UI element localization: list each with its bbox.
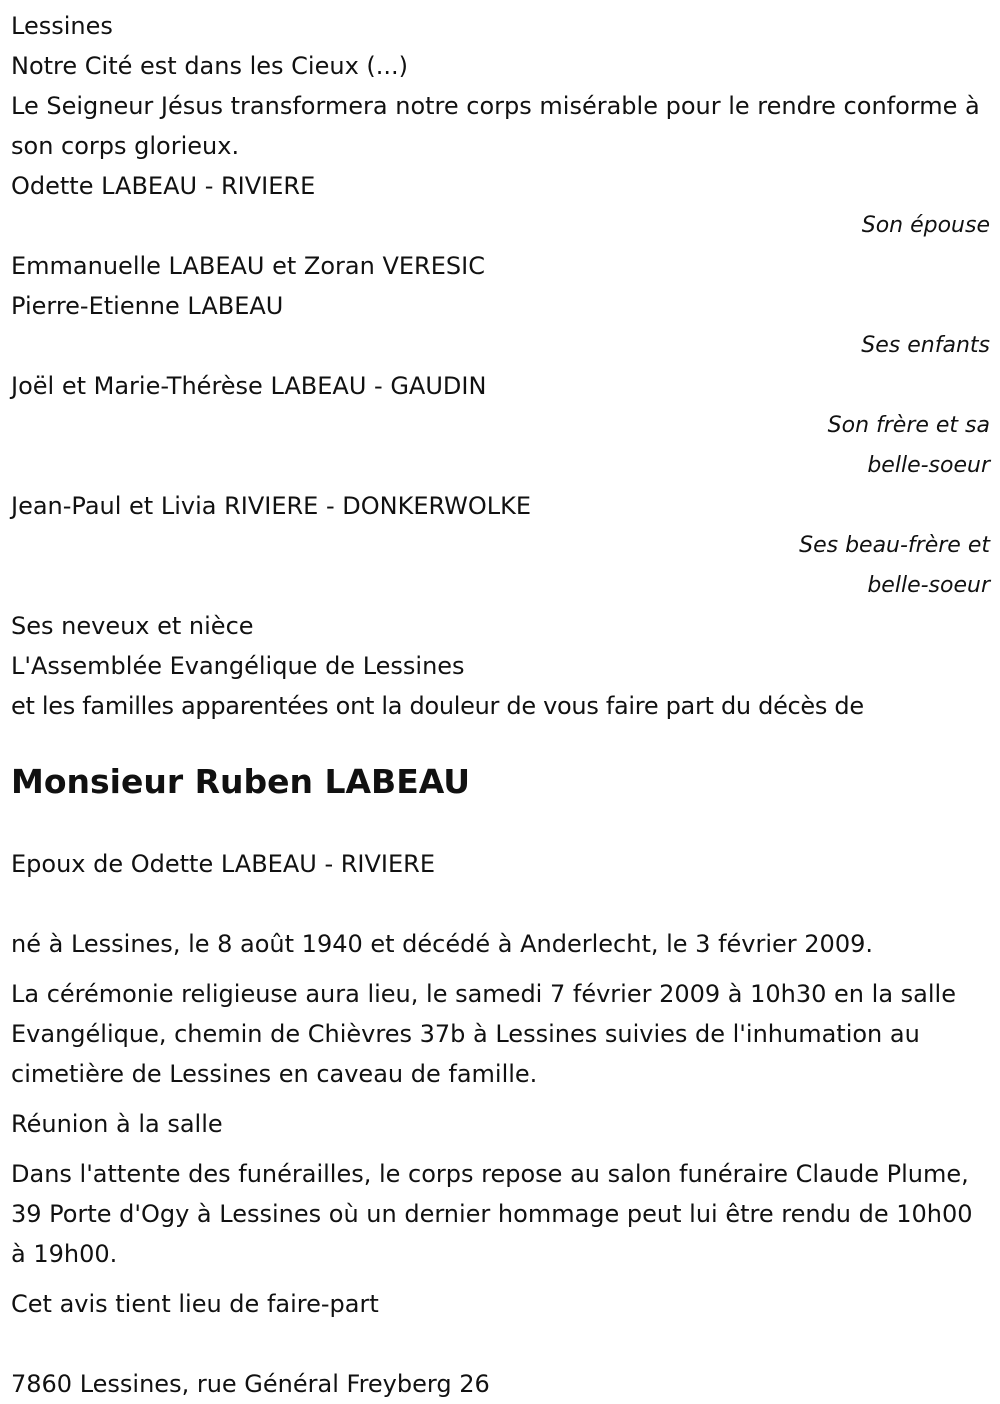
child-name: Emmanuelle LABEAU et Zoran VERESIC bbox=[11, 252, 485, 280]
children-role: Ses enfants bbox=[861, 333, 990, 358]
town-header: Lessines bbox=[11, 12, 113, 40]
nephews-line: Ses neveux et nièce bbox=[11, 612, 254, 640]
viewing-text: Dans l'attente des funérailles, le corps repose au salon funéraire Claude Plume, 39 Porte d'Ogy à Lessines où un dernier hommage peut lui être rendu de 10h00 à 19h00. bbox=[11, 1160, 973, 1268]
ceremony-text: La cérémonie religieuse aura lieu, le samedi 7 février 2009 à 10h30 en la salle Evangélique, chemin de Chièvres 37b à Lessines suivies de l'inhumation au cimetière de Lessines en caveau de famille. bbox=[11, 980, 956, 1088]
verse-text: Le Seigneur Jésus transformera notre corps misérable pour le rendre conforme à son corps glorieux. bbox=[11, 92, 980, 160]
spouse-role: Son épouse bbox=[861, 213, 990, 238]
reunion-line: Réunion à la salle bbox=[11, 1110, 223, 1138]
child-name: Pierre-Etienne LABEAU bbox=[11, 292, 284, 320]
birth-death-line: né à Lessines, le 8 août 1940 et décédé à Anderlecht, le 3 février 2009. bbox=[11, 930, 873, 958]
inlaws-name: Jean-Paul et Livia RIVIERE - DONKERWOLKE bbox=[11, 492, 532, 520]
notice-line: Cet avis tient lieu de faire-part bbox=[11, 1290, 379, 1318]
assembly-line: L'Assemblée Evangélique de Lessines bbox=[11, 652, 465, 680]
deceased-name: Monsieur Ruben LABEAU bbox=[11, 762, 471, 801]
spouse-name: Odette LABEAU - RIVIERE bbox=[11, 172, 316, 200]
brother-role-line2: belle-soeur bbox=[867, 453, 990, 478]
inlaws-role-line1: Ses beau-frère et bbox=[799, 533, 990, 558]
spouse-of: Epoux de Odette LABEAU - RIVIERE bbox=[11, 850, 435, 878]
inlaws-role-line2: belle-soeur bbox=[867, 573, 990, 598]
brother-role-line1: Son frère et sa bbox=[827, 413, 990, 438]
families-line: et les familles apparentées ont la douleur de vous faire part du décès de bbox=[11, 692, 864, 720]
brother-name: Joël et Marie-Thérèse LABEAU - GAUDIN bbox=[11, 372, 487, 400]
address-line: 7860 Lessines, rue Général Freyberg 26 bbox=[11, 1370, 490, 1398]
verse-line: Notre Cité est dans les Cieux (...) bbox=[11, 52, 409, 80]
